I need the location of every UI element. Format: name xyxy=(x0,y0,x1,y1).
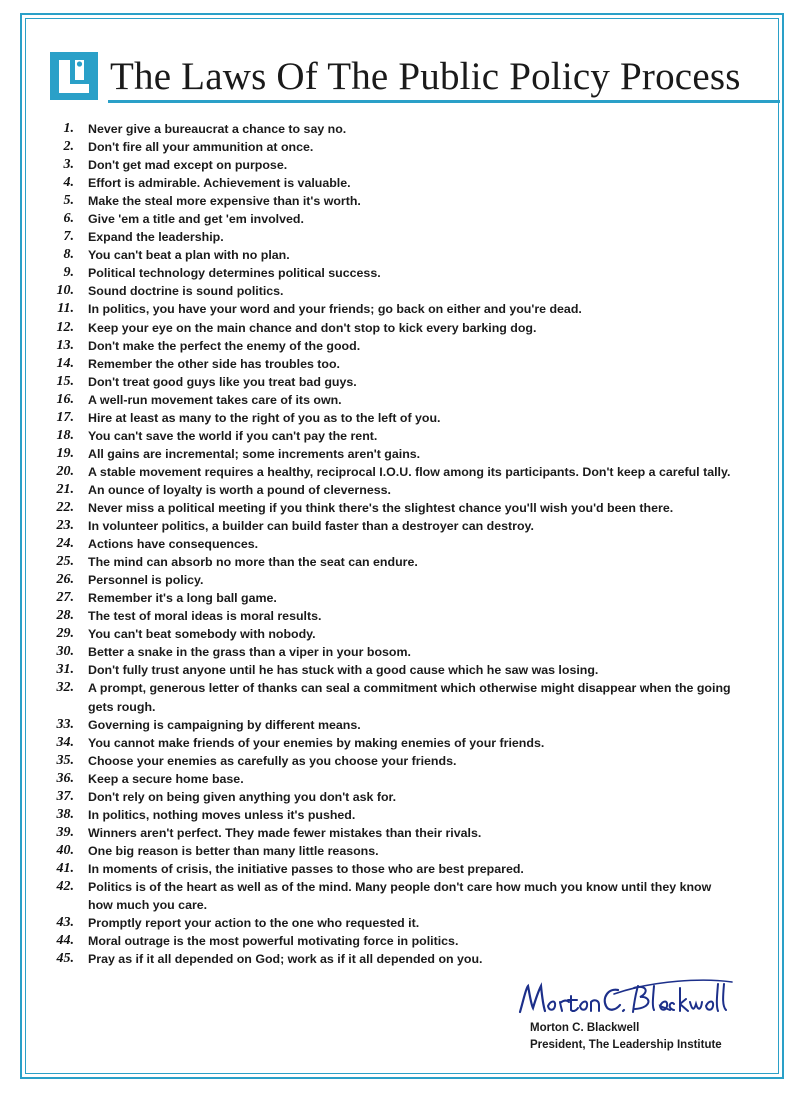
law-number: 26. xyxy=(56,572,74,588)
law-number: 6. xyxy=(63,211,74,227)
law-text: Don't treat good guys like you treat bad guys. xyxy=(88,374,357,389)
law-item xyxy=(34,373,734,391)
law-item xyxy=(34,282,734,300)
page-title: The Laws Of The Public Policy Process xyxy=(110,55,741,98)
law-item xyxy=(34,752,734,770)
law-text: In volunteer politics, a builder can build faster than a destroyer can destroy. xyxy=(88,519,534,534)
law-number: 2. xyxy=(63,139,74,155)
law-text: Don't make the perfect the enemy of the good. xyxy=(88,338,361,353)
law-item xyxy=(34,589,734,607)
law-text: Effort is admirable. Achievement is valuable. xyxy=(88,176,351,191)
law-number: 44. xyxy=(56,933,74,949)
document-header xyxy=(50,52,741,104)
law-text: Never miss a political meeting if you think there's the slightest chance you'll wish you'd been there. xyxy=(88,500,674,515)
law-text: The mind can absorb no more than the seat can endure. xyxy=(88,555,418,570)
law-item xyxy=(34,607,734,625)
law-number: 24. xyxy=(56,536,74,552)
law-item xyxy=(34,734,734,752)
law-text: Don't fire all your ammunition at once. xyxy=(88,140,314,155)
law-item xyxy=(34,120,734,138)
law-text: Give 'em a title and get 'em involved. xyxy=(88,212,304,227)
law-item xyxy=(34,337,734,355)
signatory-title: President, The Leadership Institute xyxy=(530,1039,722,1051)
law-text: Political technology determines political success. xyxy=(88,266,381,281)
law-text: Expand the leadership. xyxy=(88,230,224,245)
law-item xyxy=(34,228,734,246)
law-item xyxy=(34,481,734,499)
law-item xyxy=(34,246,734,264)
law-number: 16. xyxy=(56,391,74,407)
law-number: 18. xyxy=(56,427,74,443)
law-number: 9. xyxy=(63,265,74,281)
law-number: 27. xyxy=(56,590,74,606)
leadership-institute-logo-icon xyxy=(50,52,98,100)
law-text: Pray as if it all depended on God; work as if it all depended on you. xyxy=(88,952,483,967)
law-text: Remember the other side has troubles too. xyxy=(88,356,340,371)
law-text: One big reason is better than many little reasons. xyxy=(88,843,379,858)
law-number: 22. xyxy=(56,499,74,515)
law-number: 31. xyxy=(56,662,74,678)
law-number: 5. xyxy=(63,193,74,209)
law-item xyxy=(34,535,734,553)
law-number: 39. xyxy=(56,824,74,840)
law-item xyxy=(34,914,734,932)
handwritten-signature xyxy=(514,978,736,1018)
law-item xyxy=(34,571,734,589)
law-item xyxy=(34,824,734,842)
law-number: 4. xyxy=(63,175,74,191)
law-item xyxy=(34,427,734,445)
law-number: 35. xyxy=(56,752,74,768)
law-item xyxy=(34,643,734,661)
law-item xyxy=(34,679,734,715)
law-number: 25. xyxy=(56,554,74,570)
law-item xyxy=(34,463,734,481)
law-number: 11. xyxy=(57,301,74,317)
law-text: Actions have consequences. xyxy=(88,537,259,552)
law-item xyxy=(34,264,734,282)
law-text: Never give a bureaucrat a chance to say no. xyxy=(88,122,347,136)
law-item xyxy=(34,355,734,373)
law-number: 19. xyxy=(56,445,74,461)
law-item xyxy=(34,860,734,878)
law-number: 12. xyxy=(56,319,74,335)
law-text: You can't beat a plan with no plan. xyxy=(88,248,290,263)
law-number: 7. xyxy=(63,229,74,245)
law-number: 38. xyxy=(56,806,74,822)
law-number: 36. xyxy=(56,770,74,786)
law-text: Keep a secure home base. xyxy=(88,771,244,786)
law-text: Personnel is policy. xyxy=(88,573,204,588)
law-item xyxy=(34,174,734,192)
law-number: 28. xyxy=(56,608,74,624)
law-text: You can't save the world if you can't pay the rent. xyxy=(88,428,378,443)
law-text: Promptly report your action to the one who requested it. xyxy=(88,916,420,931)
law-text: Hire at least as many to the right of you as to the left of you. xyxy=(88,410,441,425)
law-text: All gains are incremental; some increments aren't gains. xyxy=(88,446,421,461)
law-item xyxy=(34,499,734,517)
law-item xyxy=(34,300,734,318)
law-number: 20. xyxy=(56,463,74,479)
law-number: 43. xyxy=(56,915,74,931)
law-item xyxy=(34,842,734,860)
law-item xyxy=(34,445,734,463)
law-text: Sound doctrine is sound politics. xyxy=(88,284,284,299)
law-item xyxy=(34,156,734,174)
law-text: Remember it's a long ball game. xyxy=(88,591,277,606)
law-item xyxy=(34,661,734,679)
law-item xyxy=(34,932,734,950)
law-number: 15. xyxy=(56,373,74,389)
law-item xyxy=(34,517,734,535)
law-item xyxy=(34,625,734,643)
law-text: You cannot make friends of your enemies by making enemies of your friends. xyxy=(88,735,545,750)
law-number: 1. xyxy=(63,121,74,136)
law-number: 37. xyxy=(56,788,74,804)
law-text: In politics, you have your word and your friends; go back on either and you're dead. xyxy=(88,302,582,317)
law-item xyxy=(34,138,734,156)
law-number: 42. xyxy=(56,878,74,894)
law-item xyxy=(34,192,734,210)
law-number: 29. xyxy=(56,626,74,642)
law-text: Choose your enemies as carefully as you choose your friends. xyxy=(88,753,457,768)
law-number: 34. xyxy=(56,734,74,750)
law-number: 41. xyxy=(56,860,74,876)
law-text: Winners aren't perfect. They made fewer mistakes than their rivals. xyxy=(88,825,482,840)
law-text: Keep your eye on the main chance and don't stop to kick every barking dog. xyxy=(88,320,537,335)
law-text: A stable movement requires a healthy, reciprocal I.O.U. flow among its participants. Don't keep a careful tally. xyxy=(88,464,731,479)
signatory-name: Morton C. Blackwell xyxy=(530,1022,640,1034)
law-number: 14. xyxy=(56,355,74,371)
title-underline xyxy=(108,100,780,103)
law-item xyxy=(34,553,734,571)
law-number: 45. xyxy=(56,951,74,967)
law-number: 17. xyxy=(56,409,74,425)
law-text: A prompt, generous letter of thanks can seal a commitment which otherwise might disappear when the going gets rough. xyxy=(88,681,731,714)
law-number: 3. xyxy=(63,157,74,173)
laws-list xyxy=(34,120,734,968)
law-item xyxy=(34,950,734,968)
law-number: 33. xyxy=(56,716,74,732)
law-item xyxy=(34,806,734,824)
law-text: In moments of crisis, the initiative passes to those who are best prepared. xyxy=(88,861,524,876)
law-text: Make the steal more expensive than it's worth. xyxy=(88,194,361,209)
law-text: Politics is of the heart as well as of the mind. Many people don't care how much you know until they know how much you care. xyxy=(88,879,712,913)
law-item xyxy=(34,210,734,228)
law-item xyxy=(34,391,734,409)
law-text: Better a snake in the grass than a viper in your bosom. xyxy=(88,645,411,660)
law-item xyxy=(34,770,734,788)
law-number: 40. xyxy=(56,842,74,858)
law-number: 23. xyxy=(56,518,74,534)
law-number: 13. xyxy=(56,337,74,353)
law-number: 10. xyxy=(56,283,74,299)
law-item xyxy=(34,319,734,337)
law-text: The test of moral ideas is moral results. xyxy=(88,609,322,624)
law-item xyxy=(34,878,734,914)
law-text: In politics, nothing moves unless it's pushed. xyxy=(88,807,356,822)
law-text: Don't get mad except on purpose. xyxy=(88,158,288,173)
law-number: 32. xyxy=(56,680,74,696)
law-text: You can't beat somebody with nobody. xyxy=(88,627,316,642)
law-item xyxy=(34,716,734,734)
law-text: An ounce of loyalty is worth a pound of cleverness. xyxy=(88,482,391,497)
law-number: 8. xyxy=(63,247,74,263)
law-text: Governing is campaigning by different means. xyxy=(88,717,361,732)
law-item xyxy=(34,788,734,806)
law-text: A well-run movement takes care of its own. xyxy=(88,392,342,407)
law-number: 21. xyxy=(56,481,74,497)
law-text: Don't rely on being given anything you don't ask for. xyxy=(88,789,397,804)
law-item xyxy=(34,409,734,427)
law-text: Moral outrage is the most powerful motivating force in politics. xyxy=(88,934,459,949)
law-number: 30. xyxy=(56,644,74,660)
law-text: Don't fully trust anyone until he has stuck with a good cause which he saw was losing. xyxy=(88,663,599,678)
